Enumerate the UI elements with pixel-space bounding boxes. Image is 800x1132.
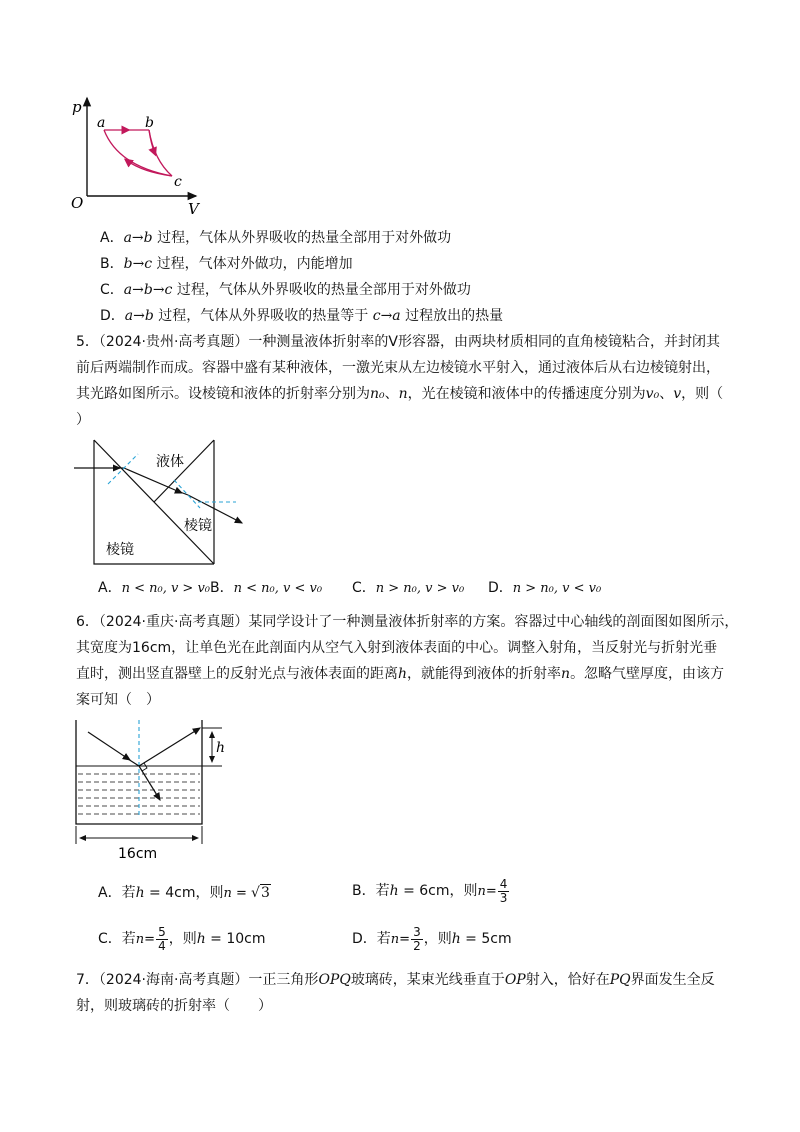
liquid-label: 液体 xyxy=(156,454,184,470)
sqrt-3: √3 xyxy=(251,885,270,901)
point-c-label: c xyxy=(174,174,182,190)
q4-option-b[interactable]: B．b→c 过程，气体对外做功，内能增加 xyxy=(100,256,353,272)
q6-option-c[interactable]: C．若n= $\frac{5}{4}$ ，则h = 10cm xyxy=(98,924,266,953)
container-diagram xyxy=(66,714,236,864)
q5-stem-line4: ） xyxy=(76,412,90,428)
v-container-diagram xyxy=(70,434,250,570)
ca-curve xyxy=(104,130,172,176)
q5-option-c[interactable]: C．n > n₀, v > v₀ xyxy=(352,580,465,596)
left-prism-label: 棱镜 xyxy=(106,542,134,558)
q6-option-b[interactable]: B．若h = 6cm，则n= $\frac{4}{3}$ xyxy=(352,876,508,905)
p-label: p xyxy=(72,98,82,116)
v-label: V xyxy=(188,200,199,218)
width-label: 16cm xyxy=(118,846,158,862)
pv-diagram xyxy=(60,92,210,222)
q6-option-a[interactable]: A．若h = 4cm，则n = √3 xyxy=(98,885,270,901)
q4-option-a[interactable]: A．a→b 过程，气体从外界吸收的热量全部用于对外做功 xyxy=(100,230,452,246)
q5-stem-line3: 其光路如图所示。设棱镜和液体的折射率分别为n₀、n，光在棱镜和液体中的传播速度分别为v₀、v，则（ xyxy=(76,386,724,402)
fraction-3-2: $\frac{3}{2}$ xyxy=(413,924,421,953)
h-label: h xyxy=(216,740,226,756)
right-prism-hypotenuse xyxy=(154,440,214,502)
incident-ray xyxy=(88,732,130,760)
point-b-label: b xyxy=(145,115,154,131)
q6-stem-line2: 其宽度为16cm，让单色光在此剖面内从空气入射到液体表面的中心。调整入射角，当反射光与折射光垂 xyxy=(76,640,718,656)
ray-in-liquid-rest xyxy=(180,492,188,495)
point-a-label: a xyxy=(97,115,106,131)
q7-stem-line2: 射，则玻璃砖的折射率（ ） xyxy=(76,998,272,1014)
q4-option-d[interactable]: D．a→b 过程，气体从外界吸收的热量等于 c→a 过程放出的热量 xyxy=(100,308,504,324)
q6-option-d[interactable]: D．若n= $\frac{3}{2}$ ，则h = 5cm xyxy=(352,924,512,953)
q5-option-b[interactable]: B．n < n₀, v < v₀ xyxy=(210,580,323,596)
q5-stem-line2: 前后两端制作而成。容器中盛有某种液体，一激光束从左边棱镜水平射入，通过液体后从右边棱镜射出， xyxy=(76,360,720,376)
q5-stem-line1: 5．（2024·贵州·高考真题）一种测量液体折射率的V形容器，由两块材质相同的直角棱镜粘合，并封闭其 xyxy=(76,334,721,350)
q6-stem-line3: 直时，测出竖直器壁上的反射光点与液体表面的距离h，就能得到液体的折射率n。忽略气壁厚度，由该方 xyxy=(76,666,725,682)
q5-option-d[interactable]: D．n > n₀, v < v₀ xyxy=(488,580,602,596)
reflected-ray xyxy=(139,728,200,766)
q6-stem-line4: 案可知（ ） xyxy=(76,692,160,708)
incident-ray-rest xyxy=(128,759,139,766)
fraction-5-4: $\frac{5}{4}$ xyxy=(158,924,166,953)
bc-curve xyxy=(149,130,172,176)
q5-option-a[interactable]: A．n < n₀, v > v₀ xyxy=(98,580,211,596)
q4-option-c[interactable]: C．a→b→c 过程，气体从外界吸收的热量全部用于对外做功 xyxy=(100,282,471,298)
right-prism-label: 棱镜 xyxy=(184,518,212,534)
q7-stem-line1: 7．（2024·海南·高考真题）一正三角形OPQ玻璃砖，某束光线垂直于OP射入，恰好在PQ界面发生全反 xyxy=(76,972,715,988)
fraction-4-3: $\frac{4}{3}$ xyxy=(499,876,508,905)
origin-label: O xyxy=(71,194,84,212)
q6-stem-line1: 6．（2024·重庆·高考真题）某同学设计了一种测量液体折射率的方案。容器过中心轴线的剖面图如图所示， xyxy=(76,614,739,630)
